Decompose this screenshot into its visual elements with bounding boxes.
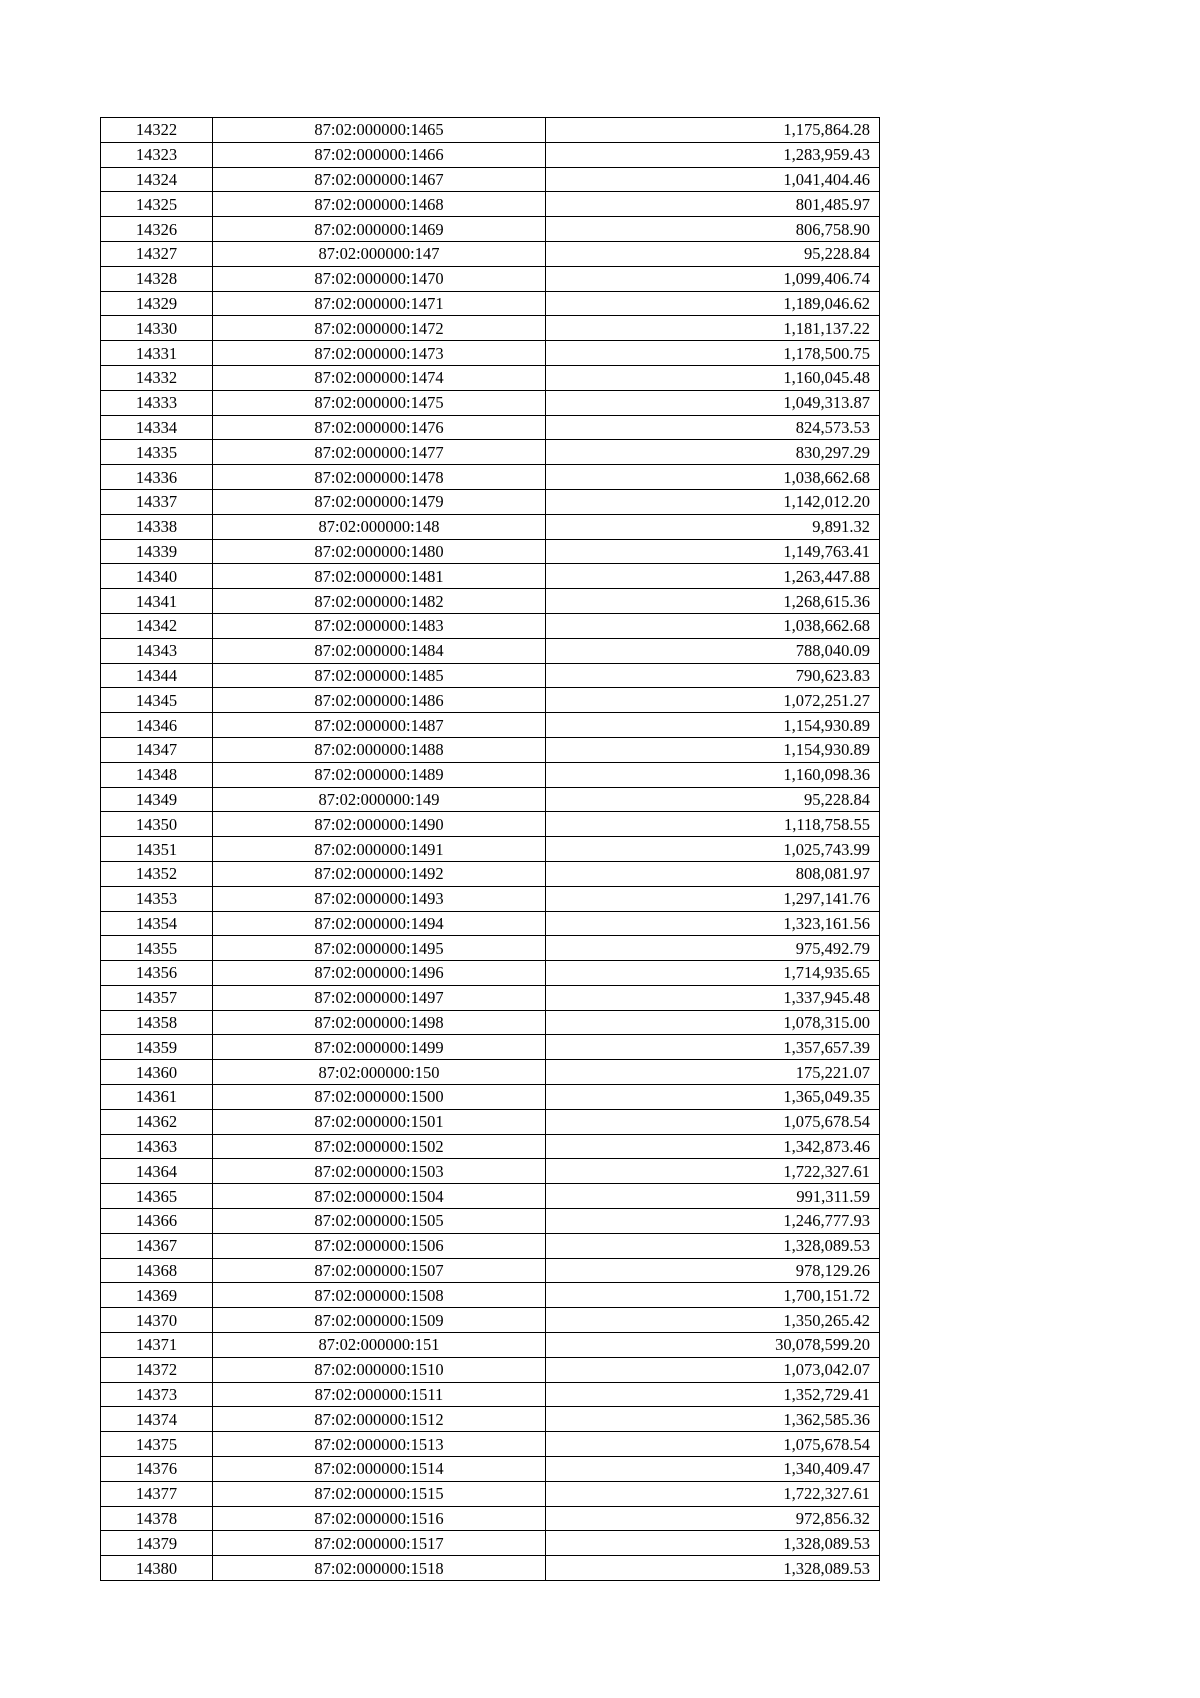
cadastral-value-cell: 1,352,729.41 — [546, 1382, 880, 1407]
cadastral-number-cell: 87:02:000000:1512 — [213, 1407, 546, 1432]
row-number-cell: 14341 — [101, 589, 213, 614]
cadastral-value-cell: 1,328,089.53 — [546, 1531, 880, 1556]
cadastral-number-cell: 87:02:000000:1502 — [213, 1134, 546, 1159]
row-number-cell: 14377 — [101, 1481, 213, 1506]
table-row — [101, 961, 880, 986]
cadastral-number-cell: 87:02:000000:1467 — [213, 167, 546, 192]
cadastral-number-cell: 87:02:000000:1489 — [213, 762, 546, 787]
table-row — [101, 886, 880, 911]
row-number-cell: 14351 — [101, 837, 213, 862]
cadastral-value-cell: 975,492.79 — [546, 936, 880, 961]
cadastral-number-cell: 87:02:000000:1506 — [213, 1233, 546, 1258]
row-number-cell: 14374 — [101, 1407, 213, 1432]
row-number-cell: 14325 — [101, 192, 213, 217]
cadastral-value-cell: 175,221.07 — [546, 1060, 880, 1085]
row-number-cell: 14337 — [101, 489, 213, 514]
cadastral-number-cell: 87:02:000000:1480 — [213, 539, 546, 564]
cadastral-value-cell: 95,228.84 — [546, 787, 880, 812]
cadastral-value-cell: 1,049,313.87 — [546, 390, 880, 415]
row-number-cell: 14361 — [101, 1085, 213, 1110]
cadastral-value-cell: 1,149,763.41 — [546, 539, 880, 564]
cadastral-value-cell: 1,323,161.56 — [546, 911, 880, 936]
table-row — [101, 1258, 880, 1283]
table-row — [101, 1159, 880, 1184]
cadastral-number-cell: 87:02:000000:1501 — [213, 1109, 546, 1134]
cadastral-number-cell: 87:02:000000:1486 — [213, 688, 546, 713]
row-number-cell: 14324 — [101, 167, 213, 192]
row-number-cell: 14364 — [101, 1159, 213, 1184]
row-number-cell: 14343 — [101, 638, 213, 663]
table-row — [101, 1085, 880, 1110]
cadastral-value-cell: 1,340,409.47 — [546, 1457, 880, 1482]
table-row — [101, 1506, 880, 1531]
cadastral-number-cell: 87:02:000000:1466 — [213, 142, 546, 167]
cadastral-number-cell: 87:02:000000:1515 — [213, 1481, 546, 1506]
table-row — [101, 1010, 880, 1035]
table-row — [101, 1109, 880, 1134]
table-row — [101, 316, 880, 341]
row-number-cell: 14334 — [101, 415, 213, 440]
table-row — [101, 1283, 880, 1308]
cadastral-value-cell: 1,350,265.42 — [546, 1308, 880, 1333]
row-number-cell: 14372 — [101, 1357, 213, 1382]
row-number-cell: 14371 — [101, 1333, 213, 1358]
row-number-cell: 14344 — [101, 663, 213, 688]
cadastral-number-cell: 87:02:000000:151 — [213, 1333, 546, 1358]
table-row — [101, 663, 880, 688]
cadastral-value-cell: 991,311.59 — [546, 1184, 880, 1209]
table-row — [101, 1481, 880, 1506]
row-number-cell: 14335 — [101, 440, 213, 465]
table-row — [101, 1357, 880, 1382]
cadastral-value-cell: 1,362,585.36 — [546, 1407, 880, 1432]
table-row — [101, 440, 880, 465]
cadastral-value-cell: 1,099,406.74 — [546, 266, 880, 291]
cadastral-number-cell: 87:02:000000:1500 — [213, 1085, 546, 1110]
cadastral-value-cell: 1,189,046.62 — [546, 291, 880, 316]
table-row — [101, 812, 880, 837]
table-row — [101, 489, 880, 514]
table-row — [101, 266, 880, 291]
table-row — [101, 217, 880, 242]
cadastral-value-cell: 1,154,930.89 — [546, 713, 880, 738]
table-row — [101, 192, 880, 217]
cadastral-value-cell: 1,722,327.61 — [546, 1159, 880, 1184]
cadastral-number-cell: 87:02:000000:1513 — [213, 1432, 546, 1457]
table-row — [101, 787, 880, 812]
row-number-cell: 14326 — [101, 217, 213, 242]
cadastral-number-cell: 87:02:000000:1514 — [213, 1457, 546, 1482]
cadastral-number-cell: 87:02:000000:1510 — [213, 1357, 546, 1382]
cadastral-number-cell: 87:02:000000:147 — [213, 241, 546, 266]
table-row — [101, 539, 880, 564]
cadastral-number-cell: 87:02:000000:1493 — [213, 886, 546, 911]
cadastral-number-cell: 87:02:000000:1482 — [213, 589, 546, 614]
cadastral-value-cell: 1,337,945.48 — [546, 985, 880, 1010]
cadastral-value-cell: 830,297.29 — [546, 440, 880, 465]
row-number-cell: 14367 — [101, 1233, 213, 1258]
table-row — [101, 688, 880, 713]
row-number-cell: 14352 — [101, 861, 213, 886]
row-number-cell: 14329 — [101, 291, 213, 316]
cadastral-value-table — [100, 117, 880, 1581]
cadastral-value-cell: 1,072,251.27 — [546, 688, 880, 713]
row-number-cell: 14342 — [101, 613, 213, 638]
cadastral-value-cell: 1,268,615.36 — [546, 589, 880, 614]
table-row — [101, 564, 880, 589]
row-number-cell: 14333 — [101, 390, 213, 415]
row-number-cell: 14358 — [101, 1010, 213, 1035]
row-number-cell: 14357 — [101, 985, 213, 1010]
cadastral-number-cell: 87:02:000000:1495 — [213, 936, 546, 961]
cadastral-number-cell: 87:02:000000:149 — [213, 787, 546, 812]
row-number-cell: 14363 — [101, 1134, 213, 1159]
table-row — [101, 1184, 880, 1209]
table-row — [101, 1035, 880, 1060]
row-number-cell: 14360 — [101, 1060, 213, 1085]
cadastral-number-cell: 87:02:000000:1485 — [213, 663, 546, 688]
cadastral-number-cell: 87:02:000000:1504 — [213, 1184, 546, 1209]
row-number-cell: 14368 — [101, 1258, 213, 1283]
row-number-cell: 14348 — [101, 762, 213, 787]
cadastral-number-cell: 87:02:000000:1468 — [213, 192, 546, 217]
cadastral-number-cell: 87:02:000000:1476 — [213, 415, 546, 440]
table-row — [101, 861, 880, 886]
cadastral-number-cell: 87:02:000000:1517 — [213, 1531, 546, 1556]
row-number-cell: 14380 — [101, 1556, 213, 1581]
cadastral-number-cell: 87:02:000000:1470 — [213, 266, 546, 291]
table-row — [101, 241, 880, 266]
cadastral-value-cell: 1,328,089.53 — [546, 1556, 880, 1581]
row-number-cell: 14375 — [101, 1432, 213, 1457]
table-row — [101, 415, 880, 440]
row-number-cell: 14379 — [101, 1531, 213, 1556]
cadastral-value-cell: 1,246,777.93 — [546, 1209, 880, 1234]
table-row — [101, 589, 880, 614]
cadastral-number-cell: 87:02:000000:1471 — [213, 291, 546, 316]
row-number-cell: 14336 — [101, 465, 213, 490]
cadastral-value-cell: 1,038,662.68 — [546, 613, 880, 638]
row-number-cell: 14330 — [101, 316, 213, 341]
cadastral-number-cell: 87:02:000000:1518 — [213, 1556, 546, 1581]
row-number-cell: 14322 — [101, 118, 213, 143]
cadastral-number-cell: 87:02:000000:1509 — [213, 1308, 546, 1333]
row-number-cell: 14340 — [101, 564, 213, 589]
table-row — [101, 1407, 880, 1432]
row-number-cell: 14327 — [101, 241, 213, 266]
cadastral-value-cell: 1,160,098.36 — [546, 762, 880, 787]
row-number-cell: 14350 — [101, 812, 213, 837]
cadastral-number-cell: 87:02:000000:1503 — [213, 1159, 546, 1184]
row-number-cell: 14349 — [101, 787, 213, 812]
cadastral-value-cell: 1,118,758.55 — [546, 812, 880, 837]
table-row — [101, 638, 880, 663]
cadastral-number-cell: 87:02:000000:1516 — [213, 1506, 546, 1531]
cadastral-number-cell: 87:02:000000:1469 — [213, 217, 546, 242]
row-number-cell: 14339 — [101, 539, 213, 564]
cadastral-value-cell: 1,073,042.07 — [546, 1357, 880, 1382]
cadastral-number-cell: 87:02:000000:1472 — [213, 316, 546, 341]
cadastral-value-cell: 1,025,743.99 — [546, 837, 880, 862]
cadastral-value-cell: 1,142,012.20 — [546, 489, 880, 514]
cadastral-number-cell: 87:02:000000:1479 — [213, 489, 546, 514]
row-number-cell: 14355 — [101, 936, 213, 961]
row-number-cell: 14370 — [101, 1308, 213, 1333]
cadastral-number-cell: 87:02:000000:1511 — [213, 1382, 546, 1407]
table-row — [101, 837, 880, 862]
cadastral-value-cell: 1,722,327.61 — [546, 1481, 880, 1506]
cadastral-number-cell: 87:02:000000:1498 — [213, 1010, 546, 1035]
row-number-cell: 14353 — [101, 886, 213, 911]
cadastral-value-cell: 1,357,657.39 — [546, 1035, 880, 1060]
cadastral-value-cell: 808,081.97 — [546, 861, 880, 886]
row-number-cell: 14323 — [101, 142, 213, 167]
cadastral-value-cell: 801,485.97 — [546, 192, 880, 217]
row-number-cell: 14332 — [101, 365, 213, 390]
cadastral-value-cell: 788,040.09 — [546, 638, 880, 663]
table-row — [101, 341, 880, 366]
table-row — [101, 390, 880, 415]
cadastral-number-cell: 87:02:000000:1492 — [213, 861, 546, 886]
table-row — [101, 762, 880, 787]
cadastral-number-cell: 87:02:000000:1508 — [213, 1283, 546, 1308]
row-number-cell: 14366 — [101, 1209, 213, 1234]
table-row — [101, 142, 880, 167]
cadastral-value-cell: 95,228.84 — [546, 241, 880, 266]
cadastral-value-cell: 1,041,404.46 — [546, 167, 880, 192]
row-number-cell: 14362 — [101, 1109, 213, 1134]
cadastral-number-cell: 87:02:000000:148 — [213, 514, 546, 539]
table-row — [101, 1060, 880, 1085]
cadastral-value-cell: 1,181,137.22 — [546, 316, 880, 341]
table-row — [101, 985, 880, 1010]
cadastral-number-cell: 87:02:000000:150 — [213, 1060, 546, 1085]
cadastral-value-cell: 972,856.32 — [546, 1506, 880, 1531]
table-row — [101, 1457, 880, 1482]
table-row — [101, 465, 880, 490]
cadastral-value-cell: 1,078,315.00 — [546, 1010, 880, 1035]
cadastral-value-cell: 9,891.32 — [546, 514, 880, 539]
table-row — [101, 1382, 880, 1407]
cadastral-number-cell: 87:02:000000:1505 — [213, 1209, 546, 1234]
table-row — [101, 713, 880, 738]
cadastral-number-cell: 87:02:000000:1465 — [213, 118, 546, 143]
table-row — [101, 291, 880, 316]
cadastral-number-cell: 87:02:000000:1491 — [213, 837, 546, 862]
row-number-cell: 14338 — [101, 514, 213, 539]
cadastral-value-cell: 1,075,678.54 — [546, 1432, 880, 1457]
table-row — [101, 1233, 880, 1258]
row-number-cell: 14359 — [101, 1035, 213, 1060]
cadastral-value-cell: 978,129.26 — [546, 1258, 880, 1283]
cadastral-value-cell: 824,573.53 — [546, 415, 880, 440]
table-row — [101, 737, 880, 762]
cadastral-value-cell: 1,263,447.88 — [546, 564, 880, 589]
cadastral-number-cell: 87:02:000000:1483 — [213, 613, 546, 638]
table-body — [101, 118, 880, 1581]
cadastral-value-cell: 1,038,662.68 — [546, 465, 880, 490]
table-row — [101, 1134, 880, 1159]
table-row — [101, 1556, 880, 1581]
table-row — [101, 1308, 880, 1333]
cadastral-number-cell: 87:02:000000:1496 — [213, 961, 546, 986]
row-number-cell: 14373 — [101, 1382, 213, 1407]
row-number-cell: 14346 — [101, 713, 213, 738]
table-row — [101, 167, 880, 192]
cadastral-number-cell: 87:02:000000:1474 — [213, 365, 546, 390]
cadastral-number-cell: 87:02:000000:1488 — [213, 737, 546, 762]
cadastral-value-cell: 1,700,151.72 — [546, 1283, 880, 1308]
cadastral-number-cell: 87:02:000000:1507 — [213, 1258, 546, 1283]
table-row — [101, 1209, 880, 1234]
cadastral-value-cell: 1,714,935.65 — [546, 961, 880, 986]
cadastral-value-cell: 790,623.83 — [546, 663, 880, 688]
row-number-cell: 14369 — [101, 1283, 213, 1308]
row-number-cell: 14331 — [101, 341, 213, 366]
table-row — [101, 118, 880, 143]
cadastral-number-cell: 87:02:000000:1477 — [213, 440, 546, 465]
cadastral-value-cell: 30,078,599.20 — [546, 1333, 880, 1358]
cadastral-number-cell: 87:02:000000:1499 — [213, 1035, 546, 1060]
table-row — [101, 1333, 880, 1358]
cadastral-number-cell: 87:02:000000:1490 — [213, 812, 546, 837]
table-row — [101, 514, 880, 539]
cadastral-value-cell: 1,342,873.46 — [546, 1134, 880, 1159]
cadastral-number-cell: 87:02:000000:1473 — [213, 341, 546, 366]
cadastral-value-cell: 1,178,500.75 — [546, 341, 880, 366]
table-row — [101, 911, 880, 936]
table-row — [101, 1531, 880, 1556]
cadastral-number-cell: 87:02:000000:1481 — [213, 564, 546, 589]
row-number-cell: 14376 — [101, 1457, 213, 1482]
row-number-cell: 14354 — [101, 911, 213, 936]
cadastral-value-cell: 1,154,930.89 — [546, 737, 880, 762]
row-number-cell: 14365 — [101, 1184, 213, 1209]
row-number-cell: 14345 — [101, 688, 213, 713]
cadastral-number-cell: 87:02:000000:1484 — [213, 638, 546, 663]
table-row — [101, 936, 880, 961]
cadastral-value-cell: 1,160,045.48 — [546, 365, 880, 390]
cadastral-number-cell: 87:02:000000:1494 — [213, 911, 546, 936]
cadastral-value-cell: 1,175,864.28 — [546, 118, 880, 143]
cadastral-value-cell: 1,283,959.43 — [546, 142, 880, 167]
table-row — [101, 1432, 880, 1457]
row-number-cell: 14378 — [101, 1506, 213, 1531]
cadastral-number-cell: 87:02:000000:1487 — [213, 713, 546, 738]
cadastral-number-cell: 87:02:000000:1497 — [213, 985, 546, 1010]
cadastral-value-cell: 1,297,141.76 — [546, 886, 880, 911]
cadastral-value-cell: 1,075,678.54 — [546, 1109, 880, 1134]
table-row — [101, 613, 880, 638]
table-row — [101, 365, 880, 390]
cadastral-number-cell: 87:02:000000:1478 — [213, 465, 546, 490]
row-number-cell: 14347 — [101, 737, 213, 762]
cadastral-value-cell: 1,365,049.35 — [546, 1085, 880, 1110]
cadastral-number-cell: 87:02:000000:1475 — [213, 390, 546, 415]
cadastral-value-cell: 1,328,089.53 — [546, 1233, 880, 1258]
row-number-cell: 14356 — [101, 961, 213, 986]
cadastral-value-cell: 806,758.90 — [546, 217, 880, 242]
row-number-cell: 14328 — [101, 266, 213, 291]
